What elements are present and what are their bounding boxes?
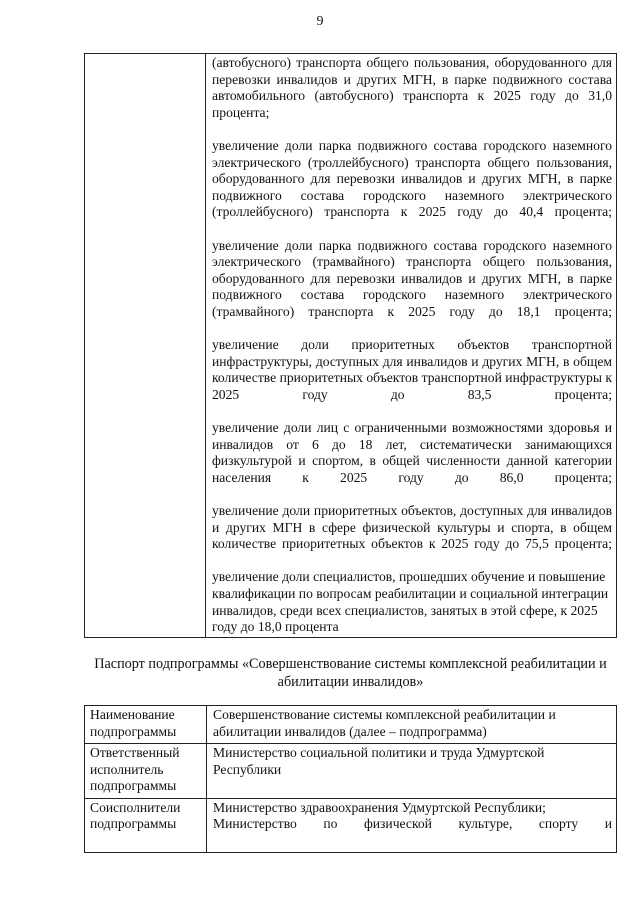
objective-item: увеличение доли лиц с ограниченными возможностями здоровья и инвалидов от 6 до 18 лет, систематически занимающихся физкультурой и спортом, в общей численности данной категории населения к 2025 году до 86,0 процента;	[212, 420, 612, 485]
co-executor-item: Министерство по физической культуре, спорту и	[213, 816, 612, 832]
responsible-executor: Министерство социальной политики и труда Удмуртской Республики	[213, 745, 545, 777]
row-label: Ответственный исполнитель подпрограммы	[85, 744, 207, 799]
objectives-table	[84, 53, 617, 638]
objective-item: увеличение доли специалистов, прошедших обучение и повышение квалификации по вопросам реабилитации и социальной интеграции инвалидов, среди всех специалистов, занятых в этой сфере, к 2025 году до 18,0 процента	[212, 569, 609, 635]
objective-item: (автобусного) транспорта общего пользования, оборудованного для перевозки инвалидов и других МГН, в парке подвижного состава автомобильного (автобусного) транспорта к 2025 году до 31,0 процента;	[212, 55, 612, 120]
row-value	[207, 706, 617, 744]
table-row	[85, 706, 617, 744]
objectives-cell	[206, 54, 617, 638]
row-value	[207, 744, 617, 799]
empty-label-cell	[85, 54, 206, 638]
table-row	[85, 798, 617, 853]
row-value	[207, 798, 617, 853]
subprogram-name: Совершенствование системы комплексной реабилитации и абилитации инвалидов (далее – подпрограмма)	[213, 707, 556, 739]
row-label: Наименование подпрограммы	[85, 706, 207, 744]
page-number: 9	[316, 14, 324, 29]
objective-item: увеличение доли парка подвижного состава городского наземного электрического (троллейбусного) транспорта общего пользования, оборудованного для перевозки инвалидов и других МГН, в парке подвижного состава городского наземного электрического (троллейбусного) транспорта к 2025 году до 40,4 процента;	[212, 137, 612, 220]
table-row	[85, 54, 617, 638]
objective-item: увеличение доли приоритетных объектов, доступных для инвалидов и других МГН в сфере физической культуры и спорта, в общем количестве приоритетных объектов к 2025 году до 75,5 процента;	[212, 503, 612, 552]
objective-item: увеличение доли парка подвижного состава городского наземного электрического (трамвайного) транспорта общего пользования, оборудованного для перевозки инвалидов и других МГН, в парке подвижного состава городского наземного электрического (трамвайного) транспорта к 2025 году до 18,1 процента;	[212, 237, 612, 319]
passport-table	[84, 705, 617, 853]
row-label: Соисполнители подпрограммы	[85, 798, 207, 853]
passport-heading: Паспорт подпрограммы «Совершенствование системы комплексной реабилитации и абилитации инвалидов»	[94, 656, 607, 690]
co-executor-item: Министерство здравоохранения Удмуртской Республики;	[213, 799, 546, 815]
table-row	[85, 744, 617, 799]
objective-item: увеличение доли приоритетных объектов транспортной инфраструктуры, доступных для инвалидов и других МГН, в общем количестве приоритетных объектов транспортной инфраструктуры к 2025 году до 83,5 процента;	[212, 337, 612, 402]
